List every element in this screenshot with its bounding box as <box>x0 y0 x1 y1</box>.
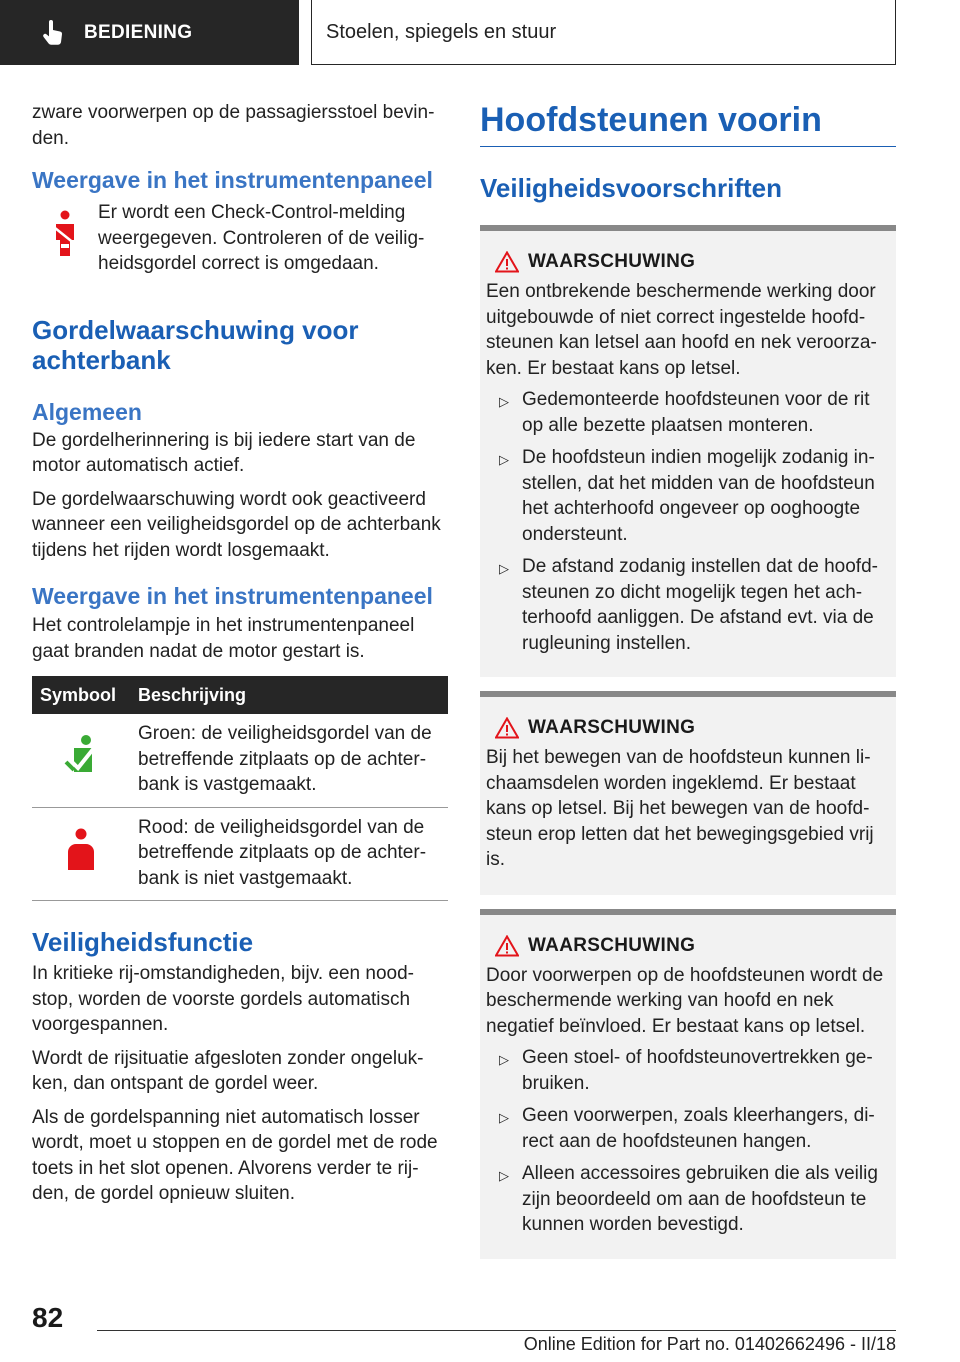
heading-algemeen: Algemeen <box>32 398 142 425</box>
hand-pointer-icon <box>40 20 66 46</box>
bullet-triangle-icon: ▷ <box>499 1110 509 1125</box>
warning-box-3 <box>480 909 896 1259</box>
seatbelt-unfastened-red-icon <box>64 856 98 877</box>
warning-list <box>486 387 886 656</box>
list-item: ▷ De afstand zodanig instellen dat de hoofdsteunen zo dicht mogelijk tegen het achterhoofd aanliggen. De afstand evt. via de rugleuning instellen. <box>486 554 886 656</box>
warning-text: Bij het bewegen van de hoofdsteun kunnen lichaamsdelen worden ingeklemd. Er bestaat kans op letsel. Bij het bewegen van de hoofdsteun erop letten dat het bewegingsgebied vrij is. <box>486 747 874 870</box>
bullet-triangle-icon: ▷ <box>499 394 509 409</box>
column-header-beschrijving: Beschrijving <box>130 676 448 714</box>
warning-triangle-icon <box>486 251 528 273</box>
footer-edition: Online Edition for Part no. 01402662496 - II/18 <box>523 1334 896 1354</box>
warning-box-2 <box>480 691 896 895</box>
warning-text: Een ontbrekende beschermende werking door uitgebouwde of niet correct ingestelde hoofdsteunen kan letsel aan hoofd en nek veroorzaken. Er bestaat kans op letsel. <box>486 281 877 379</box>
check-control-text: Er wordt een Check-Control-melding weergegeven. Controleren of de veiligheidsgordel correct is omgedaan. <box>98 202 425 274</box>
symbol-cell <box>32 714 130 807</box>
seatbelt-warning-icon <box>53 210 77 263</box>
warning-title: WAARSCHUWING <box>528 717 696 738</box>
description-cell: Groen: de veiligheidsgordel van de betreffende zitplaats op de achterbank is vastgemaakt. <box>130 714 448 807</box>
footer-divider <box>97 1330 896 1331</box>
right-column <box>480 100 896 1259</box>
warning-text: Door voorwerpen op de hoofdsteunen wordt de beschermende werking van hoofd en nek negatief beïnvloed. Er bestaat kans op letsel. <box>486 964 884 1037</box>
intro-paragraph: zware voorwerpen op de passagiersstoel bevinden. <box>32 102 435 149</box>
section-label: BEDIENING <box>84 21 193 43</box>
description-cell: Rood: de veiligheidsgordel van de betreffende zitplaats op de achterbank is niet vastgemaakt. <box>130 807 448 901</box>
heading-weergave-1: Weergave in het instrumentenpaneel <box>32 167 433 193</box>
heading-weergave-2: Weergave in het instrumentenpaneel <box>32 583 433 609</box>
weergave-paragraph: Het controlelampje in het instrumentenpaneel gaat branden nadat de motor gestart is. <box>32 615 415 662</box>
left-column <box>32 100 448 1215</box>
algemeen-paragraph-1: De gordelherinnering is bij iedere start van de motor automatisch actief. <box>32 429 416 476</box>
warning-list <box>486 1045 886 1238</box>
bullet-triangle-icon: ▷ <box>499 561 509 576</box>
bullet-triangle-icon: ▷ <box>499 1168 509 1183</box>
veilig-paragraph-2: Wordt de rijsituatie afgesloten zonder ongelukken, dan ontspant de gordel weer. <box>32 1047 424 1094</box>
chapter-header <box>311 0 896 65</box>
warning-triangle-icon <box>486 717 528 739</box>
table-row <box>32 807 448 901</box>
warning-title: WAARSCHUWING <box>528 934 696 956</box>
list-item: ▷ Gedemonteerde hoofdsteunen voor de rit op alle bezette plaatsen monteren. <box>486 387 886 438</box>
table-row <box>32 714 448 807</box>
page-number: 82 <box>32 1302 64 1333</box>
heading-gordelwaarschuwing: Gordelwaarschuwing voor achterbank <box>32 314 359 375</box>
check-control-row <box>32 200 448 277</box>
list-item: ▷ Alleen accessoires gebruiken die als veilig zijn beoordeeld om aan de hoofdsteun te kunnen worden bevestigd. <box>486 1161 886 1238</box>
veilig-paragraph-1: In kritieke rij-omstandigheden, bijv. een noodstop, worden de voorste gordels automatisch voorgespannen. <box>32 963 414 1035</box>
list-item: ▷ Geen voorwerpen, zoals kleerhangers, direct aan de hoofdsteunen hangen. <box>486 1103 886 1154</box>
symbol-cell <box>32 807 130 901</box>
section-tab <box>0 0 299 65</box>
warning-title: WAARSCHUWING <box>528 251 696 272</box>
heading-veiligheidsfunctie: Veiligheidsfunctie <box>32 927 254 957</box>
warning-box-1 <box>480 225 896 677</box>
warning-triangle-icon <box>486 935 528 957</box>
list-item: ▷ Geen stoel- of hoofdsteunovertrekken gebruiken. <box>486 1045 886 1096</box>
chapter-label: Stoelen, spiegels en stuur <box>326 20 557 43</box>
bullet-triangle-icon: ▷ <box>499 1052 509 1067</box>
list-item: ▷ De hoofdsteun indien mogelijk zodanig instellen, dat het midden van de hoofdsteun het achterhoofd ongeveer op ooghoogte ondersteunt. <box>486 445 886 547</box>
table-header-row <box>32 676 448 714</box>
algemeen-paragraph-2: De gordelwaarschuwing wordt ook geactiveerd wanneer een veiligheidsgordel op de achterbank tijdens het rijden wordt losgemaakt. <box>32 488 441 561</box>
heading-hoofdsteunen: Hoofdsteunen voorin <box>480 100 896 147</box>
column-header-symbool: Symbool <box>32 676 130 714</box>
seatbelt-fastened-green-icon <box>64 758 98 779</box>
bullet-triangle-icon: ▷ <box>499 452 509 467</box>
symbol-table <box>32 676 448 901</box>
veilig-paragraph-3: Als de gordelspanning niet automatisch losser wordt, moet u stoppen en de gordel met de rode toets in het slot openen. Alvorens verder te rijden, de gordel opnieuw sluiten. <box>32 1106 438 1204</box>
heading-veiligheidsvoorschriften: Veiligheidsvoorschriften <box>480 173 782 203</box>
